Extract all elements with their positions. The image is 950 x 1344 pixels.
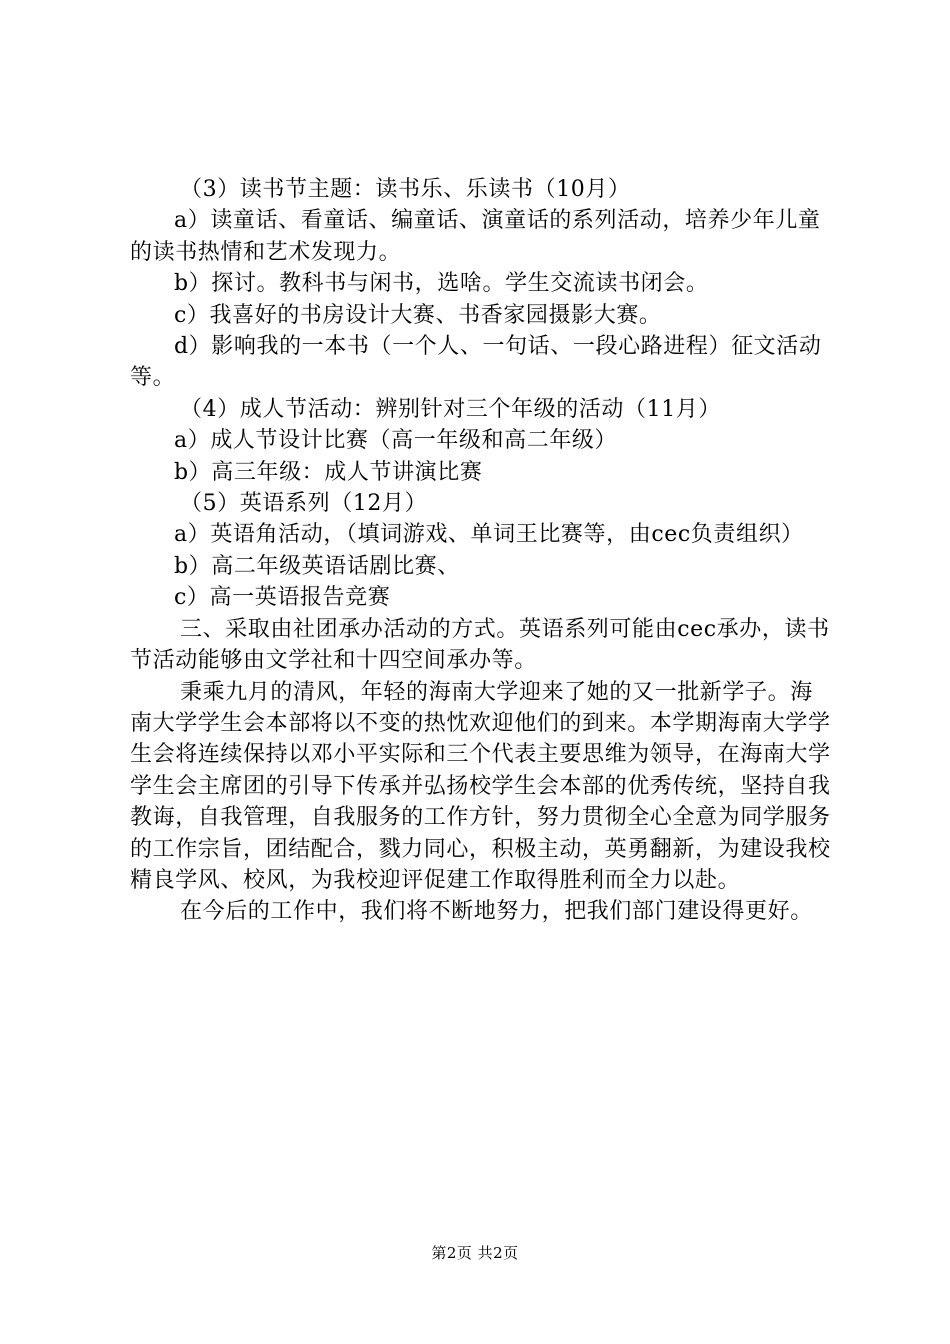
page-footer: 第2页 共2页 xyxy=(431,1244,519,1262)
document-body xyxy=(130,174,834,928)
paragraph-reading-a: a）读童话、看童话、编童话、演童话的系列活动，培养少年儿童的读书热情和艺术发现力。 xyxy=(130,208,821,265)
paragraph-english-c: c）高一英语报告竞赛 xyxy=(174,585,391,611)
paragraph-student-union-intro: 秉乘九月的清风，年轻的海南大学迎来了她的又一批新学子。海南大学学生会本部将以不变的热忱欢迎他们的到来。本学期海南大学学生会将连续保持以邓小平实际和三个代表主要思维为领导，在海南大学学生会主席团的引导下传承并弘扬校学生会本部的优秀传统，坚持自我教诲，自我管理，自我服务的工作方针，努力贯彻全心全意为同学服务的工作宗旨，团结配合，戮力同心，积极主动，英勇翻新，为建设我校精良学风、校风，为我校迎评促建工作取得胜利而全力以赴。 xyxy=(130,679,831,893)
paragraph-closing: 在今后的工作中，我们将不断地努力，把我们部门建设得更好。 xyxy=(180,899,813,925)
paragraph-english-series-theme: （5）英语系列（12月） xyxy=(180,491,428,517)
paragraph-adult-b: b）高三年级：成人节讲演比赛 xyxy=(174,459,483,485)
paragraph-reading-festival-theme: （3）读书节主题：读书乐、乐读书（10月） xyxy=(180,177,631,202)
paragraph-english-a: a）英语角活动，（填词游戏、单词王比赛等，由cec负责组织） xyxy=(174,522,804,548)
paragraph-english-b: b）高二年级英语话剧比赛、 xyxy=(174,553,460,579)
paragraph-reading-d: d）影响我的一本书（一个人、一句话、一段心路进程）征文活动等。 xyxy=(130,334,822,391)
paragraph-adult-festival-theme: （4）成人节活动：辨别针对三个年级的活动（11月） xyxy=(180,396,721,422)
paragraph-adult-a: a）成人节设计比赛（高一年级和高二年级） xyxy=(174,428,618,454)
paragraph-section-three: 三、采取由社团承办活动的方式。英语系列可能由cec承办，读书节活动能够由文学社和十四空间承办等。 xyxy=(130,616,830,674)
paragraph-reading-c: c）我喜好的书房设计大赛、书香家园摄影大赛。 xyxy=(174,302,662,328)
paragraph-reading-b: b）探讨。教科书与闲书，选啥。学生交流读书闭会。 xyxy=(174,271,709,297)
